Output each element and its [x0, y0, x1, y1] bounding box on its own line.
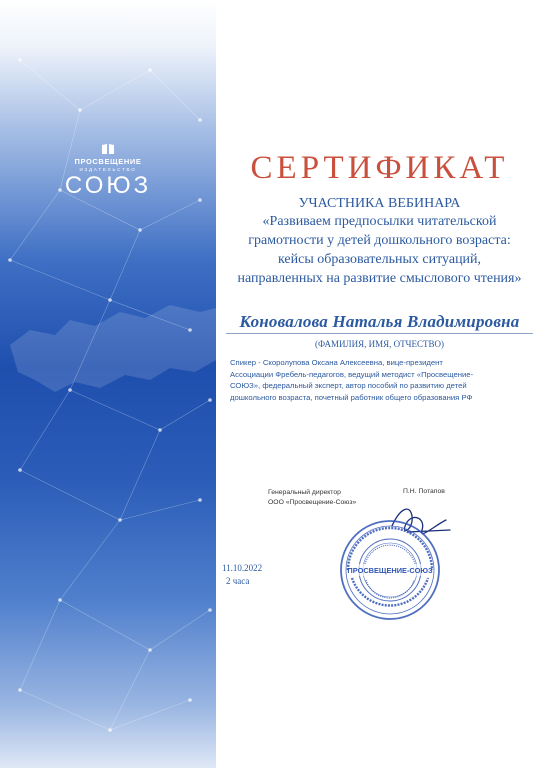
speaker-info: [230, 357, 530, 403]
certificate-title: СЕРТИФИКАТ: [250, 150, 509, 186]
decorative-side-panel: [0, 0, 216, 768]
signatory-company-line: ООО «Просвещение-Союз»: [268, 499, 357, 506]
webinar-title-line: кейсы образовательных ситуаций,: [277, 252, 482, 267]
signatory-name: П.Н. Потапов: [403, 488, 445, 495]
webinar-title: [220, 212, 539, 288]
webinar-title-line: «Развиваем предпосылки читательской: [262, 214, 497, 229]
speaker-info-line: Спикер - Скоролупова Оксана Алексеевна, вице-президент: [230, 358, 443, 367]
webinar-title-line: направленных на развитие смыслового чтения»: [237, 271, 522, 286]
logo-sub-text: ИЗДАТЕЛЬСТВО: [79, 167, 137, 172]
signatory-position: [268, 488, 356, 508]
signatory-position-line: Генеральный директор: [268, 489, 341, 496]
publisher-logo: [56, 143, 160, 199]
name-underline: [226, 333, 533, 334]
logo-main-text: СОЮЗ: [64, 172, 152, 199]
name-caption: (ФАМИЛИЯ, ИМЯ, ОТЧЕСТВО): [315, 339, 444, 349]
certificate-body: [216, 0, 543, 768]
issue-date: 11.10.2022: [222, 563, 263, 573]
speaker-info-line: дошкольного возраста, почетный работник общего образования РФ: [230, 392, 473, 402]
speaker-info-line: Ассоциации Фребель-педагогов, ведущий методист «Просвещение-: [230, 369, 474, 379]
speaker-info-line: СОЮЗ», федеральный эксперт, автор пособий по развитию детей: [230, 381, 467, 390]
webinar-title-line: грамотности у детей дошкольного возраста:: [248, 233, 511, 248]
network-background-graphic: [0, 0, 216, 768]
logo-top-text: ПРОСВЕЩЕНИЕ: [74, 157, 142, 166]
stamp-center-text: ПРОСВЕЩЕНИЕ-СОЮЗ: [347, 566, 433, 575]
official-stamp: [338, 518, 442, 622]
book-logo-icon: [101, 143, 115, 155]
certificate-subtitle: УЧАСТНИКА ВЕБИНАРА: [298, 196, 461, 211]
webinar-duration: 2 часа: [226, 576, 250, 586]
participant-name: Коновалова Наталья Владимировна: [239, 312, 520, 331]
russia-map-silhouette: [10, 305, 216, 392]
